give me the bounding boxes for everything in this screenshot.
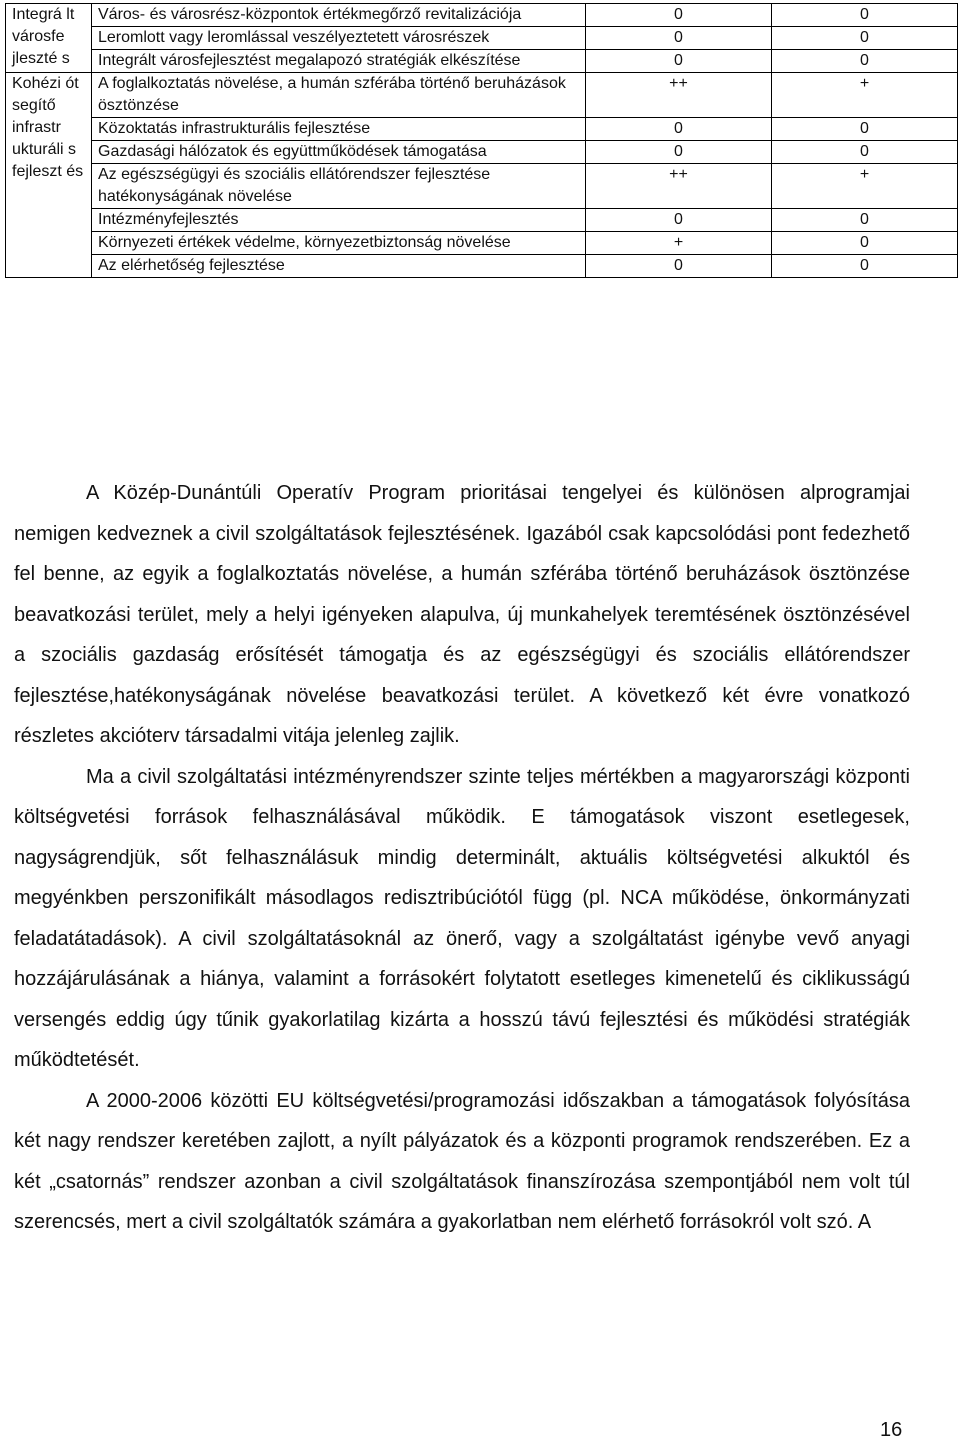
group-label-integrated-urban-development: Integrá lt városfe jleszté s [6,4,92,73]
paragraph: A Közép-Dunántúli Operatív Program prioritásai tengelyei és különösen alprogramjai nemigen kedveznek a civil szolgáltatások fejlesztésének. Igazából csak kapcsolódási pont fedezhető fel benne, az egyik a foglalkoztatás növelése, a humán szférába történő beruházások ösztönzése beavatkozási terület, mely a helyi igényeken alapulva, új munkahelyek teremtésének ösztönzésével a szociális gazdaság erősítését támogatja és az egészségügyi és szociális ellátórendszer fejlesztése,hatékonyságának növelése beavatkozási terület. A következő két évre vonatkozó részletes akcióterv társadalmi vitája jelenleg zajlik. [14,482,910,747]
row-value-2: 0 [772,209,958,232]
row-value-1: ++ [586,73,772,118]
row-value-2: 0 [772,50,958,73]
row-value-1: 0 [586,209,772,232]
table-row [6,141,958,164]
row-label: Intézményfejlesztés [92,209,586,232]
row-value-2: 0 [772,255,958,278]
table-row [6,232,958,255]
page-number: 16 [880,1419,903,1441]
row-value-2: 0 [772,141,958,164]
row-value-1: 0 [586,27,772,50]
row-label: Közoktatás infrastrukturális fejlesztése [92,118,586,141]
row-value-1: 0 [586,255,772,278]
row-value-2: 0 [772,4,958,27]
body-text [14,473,910,1243]
row-value-1: + [586,232,772,255]
table-row [6,4,958,27]
row-label: Az egészségügyi és szociális ellátórendszer fejlesztése hatékonyságának növelése [92,164,586,209]
paragraph: A 2000-2006 közötti EU költségvetési/programozási időszakban a támogatások folyósítása két nagy rendszer keretében zajlott, a nyílt pályázatok és a központi programok rendszerében. Ez a két „csatornás” rendszer azonban a civil szolgáltatások finanszírozása szempontjából nem volt túl szerencsés, mert a civil szolgáltatók számára a gyakorlatban nem elérhető forrásokról volt szó. A [14,1089,910,1233]
row-value-2: + [772,73,958,118]
table-row [6,118,958,141]
table-row [6,50,958,73]
row-label: Az elérhetőség fejlesztése [92,255,586,278]
group-label-cohesion-infrastructure: Kohézi ót segítő infrastr ukturáli s fejleszt és [6,73,92,278]
row-value-2: 0 [772,27,958,50]
row-value-2: 0 [772,232,958,255]
table-row [6,255,958,278]
priority-table [5,3,958,278]
row-label: Környezeti értékek védelme, környezetbiztonság növelése [92,232,586,255]
row-label: Integrált városfejlesztést megalapozó stratégiák elkészítése [92,50,586,73]
table-row [6,164,958,209]
row-label: Leromlott vagy leromlással veszélyeztetett városrészek [92,27,586,50]
table-row [6,27,958,50]
row-value-1: 0 [586,50,772,73]
table-row [6,209,958,232]
row-label: A foglalkoztatás növelése, a humán szférába történő beruházások ösztönzése [92,73,586,118]
row-label: Város- és városrész-központok értékmegőrző revitalizációja [92,4,586,27]
row-value-1: 0 [586,4,772,27]
row-label: Gazdasági hálózatok és együttműködések támogatása [92,141,586,164]
row-value-1: ++ [586,164,772,209]
row-value-2: 0 [772,118,958,141]
table-row [6,73,958,118]
row-value-2: + [772,164,958,209]
paragraph: Ma a civil szolgáltatási intézményrendszer szinte teljes mértékben a magyarországi központi költségvetési források felhasználásával működik. E támogatások viszont esetlegesek, nagyságrendjük, sőt felhasználásuk mindig determinált, aktuális költségvetési alkuktól és megyénkben perszonifikált másodlagos redisztribúciótól függ (pl. NCA működése, önkormányzati feladatátadások). A civil szolgáltatásoknál az önerő, vagy a szolgáltatást igénybe vevő anyagi hozzájárulásának a hiánya, valamint a forrásokért folytatott esetleges kimenetelű és ciklikusságú versengés eddig úgy tűnik gyakorlatilag kizárta a hosszú távú fejlesztési és működési stratégiák működtetését. [14,765,910,1071]
row-value-1: 0 [586,118,772,141]
row-value-1: 0 [586,141,772,164]
